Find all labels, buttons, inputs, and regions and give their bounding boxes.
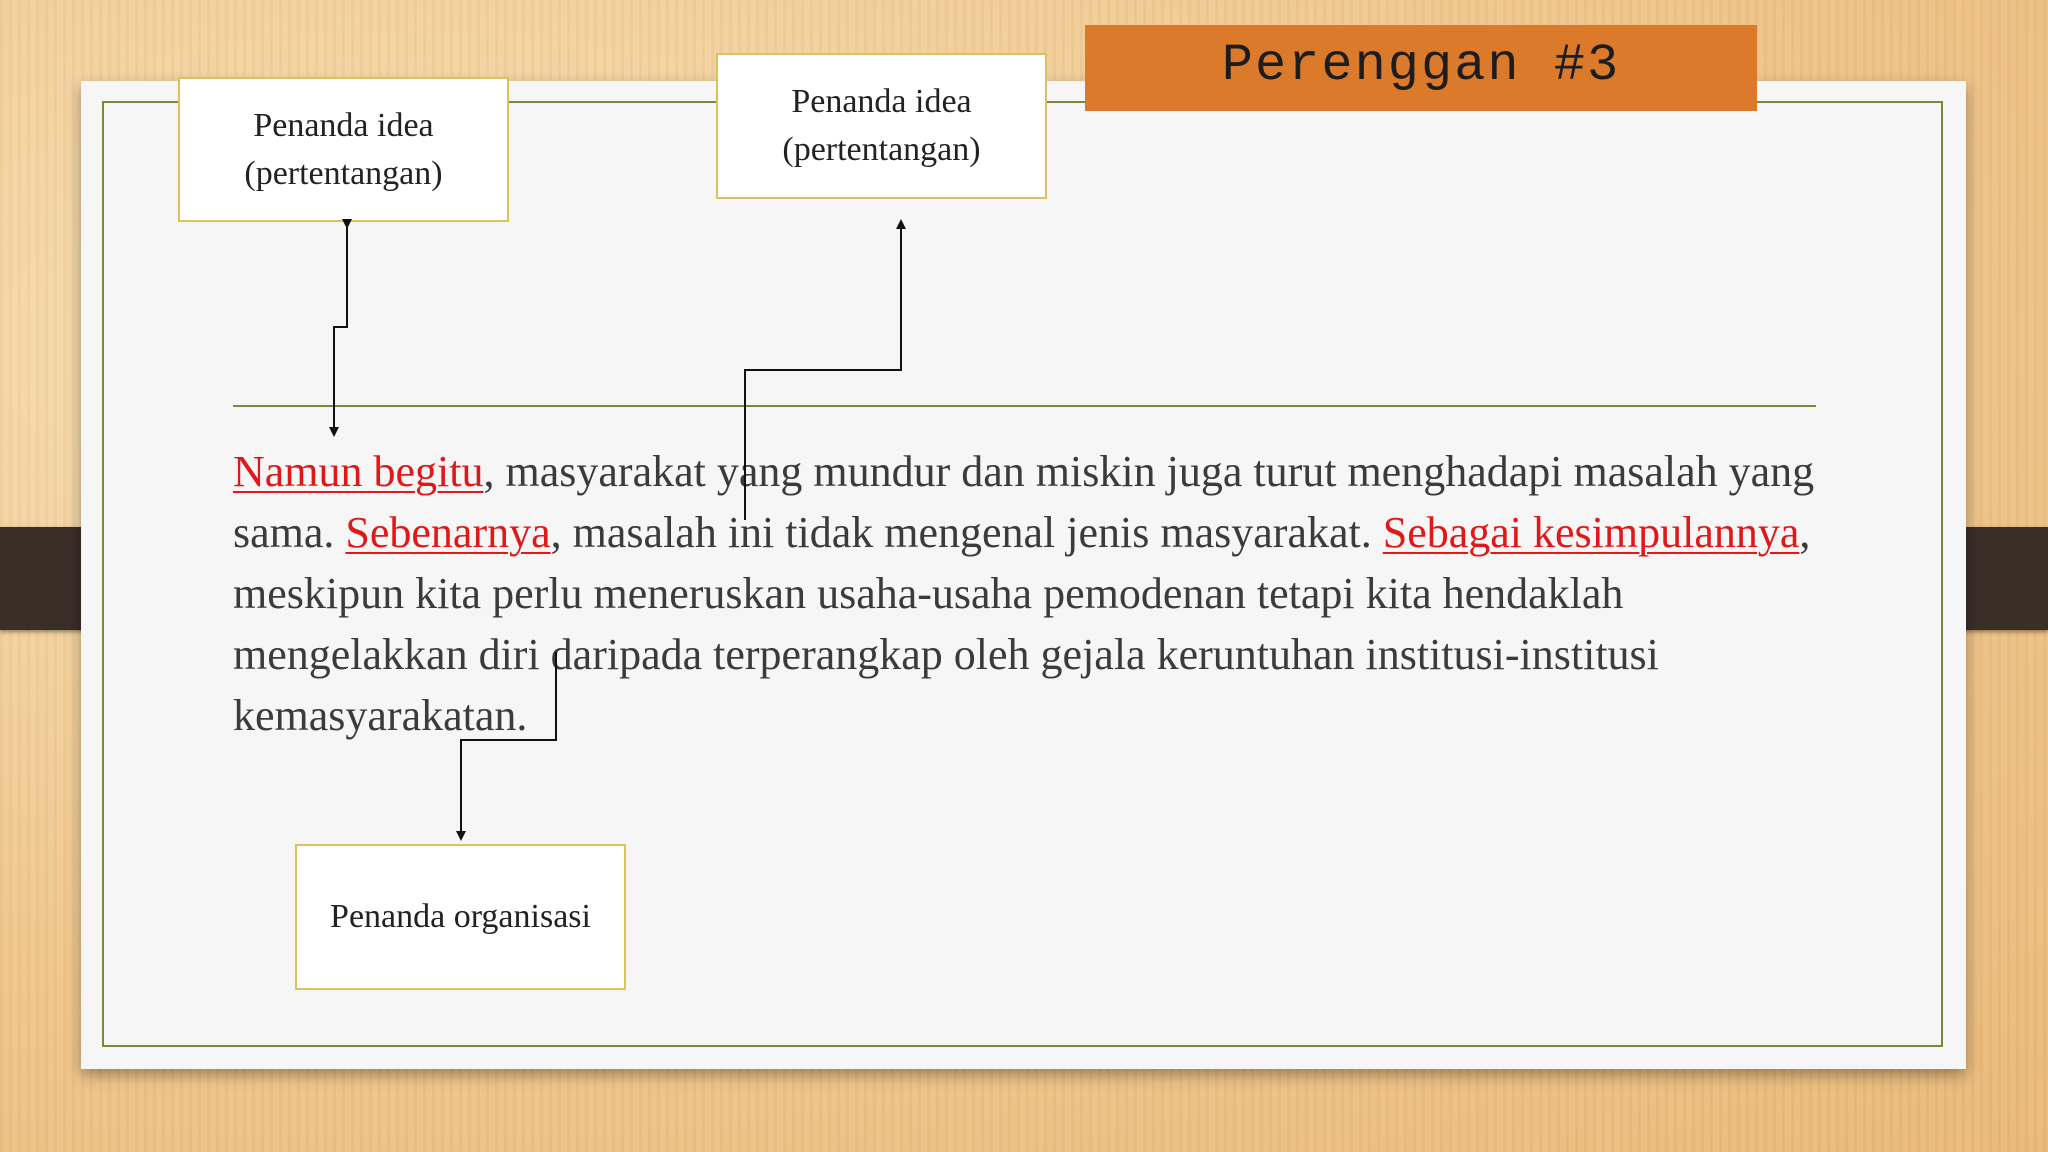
label-penanda-idea-2 [716,53,1047,199]
marker-namun-begitu: Namun begitu [233,447,484,496]
label-line: Penanda idea [253,106,434,144]
divider-line [233,405,1816,407]
label-line: Penanda organisasi [330,898,591,935]
label-line: Penanda idea [791,83,972,120]
paragraph-text: , masyarakat yang mundur dan miskin juga turut menghadapi masalah yang sama. [233,447,1815,557]
paragraph-text: , masalah ini tidak mengenal jenis masyarakat. [550,508,1383,557]
paragraph-text: , meskipun kita perlu meneruskan usaha-usaha pemodenan tetapi kita hendaklah mengelakkan diri daripada terperangkap oleh gejala keruntuhan institusi-institusi kemasyarakatan. [233,508,1811,740]
label-line: (pertentangan) [244,154,443,192]
label-line: (pertentangan) [782,131,981,168]
paragraph-body [233,441,1853,746]
slide-title: Perenggan #3 [1085,25,1757,111]
label-penanda-organisasi [295,844,626,990]
marker-sebagai-kesimpulannya: Sebagai kesimpulannya [1382,508,1800,557]
marker-sebenarnya: Sebenarnya [345,508,551,557]
label-penanda-idea-1 [178,77,509,222]
